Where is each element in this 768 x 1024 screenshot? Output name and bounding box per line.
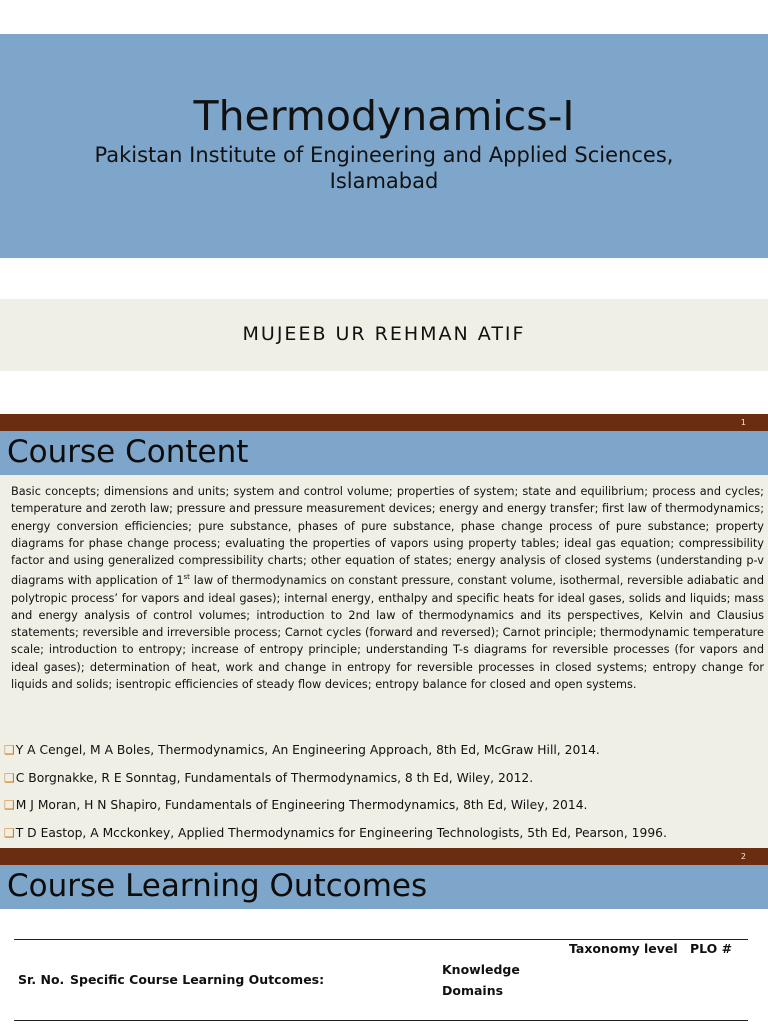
institute-subtitle: Pakistan Institute of Engineering and Applied Sciences, Islamabad [94,143,674,193]
reference-item [4,742,764,770]
content-text-part2: law of thermodynamics on constant pressure, constant volume, isothermal, reversible adiabatic and polytropic process’ for vapors and ideal gases); internal energy, enthalpy and specific heats for ideal gases, solids and liquids; mass and energy analysis of control volumes; introduction to 2nd law of thermodynamics and its perspectives, Kelvin and Clausius statements; reversible and irreversible process; Carnot cycles (forward and reversed); Carnot principle; thermodynamic temperature scale; introduction to entropy; increase of entropy principle; understanding T-s diagrams for reversible processes (for vapors and ideal gases); determination of heat, work and change in entropy for reversible processes in closed systems; entropy change for liquids and solids; isentropic efficiencies of steady flow devices; entropy balance for closed and open systems. [11,574,764,692]
course-content-text [11,483,764,693]
reference-text: M J Moran, H N Shapiro, Fundamentals of Engineering Thermodynamics, 8th Ed, Wiley, 2014. [15,798,588,812]
slide-number: 2 [740,852,746,861]
reference-text: C Borgnakke, R E Sonntag, Fundamentals of Thermodynamics, 8 th Ed, Wiley, 2012. [15,770,534,785]
title-slide-band [0,34,768,258]
sr-no-header: Sr. No. [18,972,65,987]
table-header-bottom-rule [14,1020,748,1021]
reference-item [4,770,764,798]
reference-text: Y A Cengel, M A Boles, Thermodynamics, An Engineering Approach, 8th Ed, McGraw Hill, 2014. [15,743,600,757]
reference-text: T D Eastop, A Mcckonkey, Applied Thermodynamics for Engineering Technologists, 5th Ed, Pearson, 1996. [15,825,667,840]
course-content-heading: Course Content [7,434,249,470]
slide-separator [0,414,768,431]
plo-header: PLO # [690,941,733,956]
slide-separator [0,848,768,865]
reference-list [4,742,764,852]
domains-header: Domains [442,983,504,998]
heading-band [0,431,768,475]
slide-number: 1 [740,418,746,427]
reference-item [4,797,764,825]
content-text-part1: Basic concepts; dimensions and units; system and control volume; properties of system; state and equilibrium; process and cycles; temperature and zeroth law; pressure and pressure measurement devices; energy and energy transfer; first law of thermodynamics; energy conversion efficiencies; pure substance, phases of pure substance, phase change process of pure substance; property diagrams for phase change process; evaluating the properties of vapors using property tables; ideal gas equation; compressibility factor and using generalized compressibility charts; other equation of states; energy analysis of closed systems (understanding p-v diagrams with application of 1 [11,485,764,588]
knowledge-header: Knowledge [442,962,520,977]
learning-outcomes-heading: Course Learning Outcomes [7,868,428,904]
taxonomy-level-header: Taxonomy level [569,941,678,956]
checkbox-bullet-icon: ❑ [4,825,15,840]
specific-outcomes-header: Specific Course Learning Outcomes: [70,972,325,987]
ordinal-superscript: st [183,573,190,582]
author-band [0,299,768,371]
heading-band [0,865,768,909]
learning-outcomes-slide [0,865,768,1024]
checkbox-bullet-icon: ❑ [4,743,15,757]
checkbox-bullet-icon: ❑ [4,798,15,812]
presentation-title: Thermodynamics-I [193,92,575,140]
checkbox-bullet-icon: ❑ [4,770,15,785]
course-content-slide [0,431,768,849]
author-name: MUJEEB UR REHMAN ATIF [242,323,526,345]
